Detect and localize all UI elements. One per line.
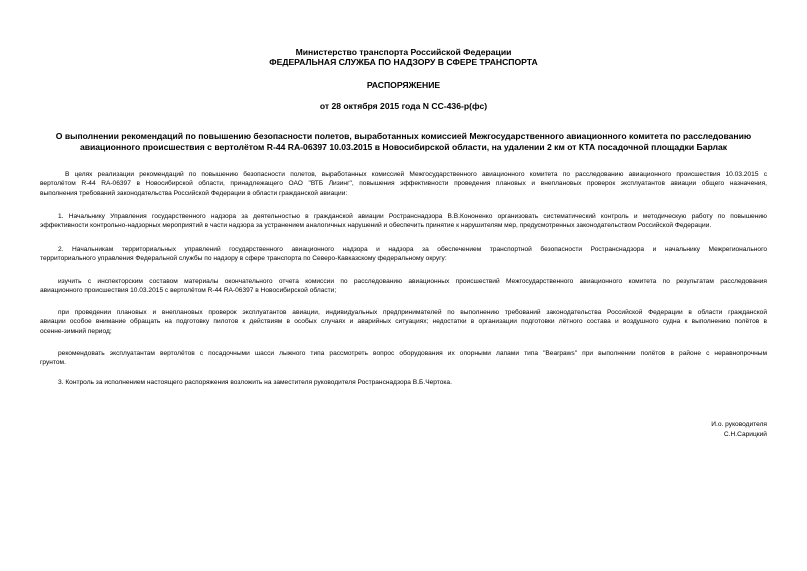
- paragraph-line: 3. Контроль за исполнением настоящего распоряжения возложить на заместителя руководителя Ространснадзора В.Б.Чертока.: [58, 379, 452, 386]
- item-3-paragraph: [40, 378, 767, 387]
- paragraph-line: 1. Начальнику Управления государственного надзора за деятельностью в гражданской авиации Ространснадзора В.В.Кононенко организовать систематический контроль и методическую работу по повышению: [58, 213, 767, 220]
- paragraph-line: эффективности контрольно-надзорных мероприятий в части надзора за устранением аналогичных нарушений и обеспечить принятие к нарушителям мер, предусмотренных законодательством Российской Федерации.: [40, 222, 712, 230]
- document-type: РАСПОРЯЖЕНИЕ: [366, 80, 441, 90]
- document-date-number: от 28 октября 2015 года N СС-436-р(фс): [319, 101, 488, 111]
- ministry-name: Министерство транспорта Российской Федерации: [295, 47, 512, 57]
- study-materials-paragraph: [40, 277, 767, 296]
- document-subject: [40, 131, 767, 153]
- paragraph-line: осенне-зимний период;: [40, 327, 112, 335]
- paragraph-line: при проведении плановых и внеплановых проверок эксплуатантов авиации, индивидуальных предпринимателей по выполнению требований законодательства Российской Федерации в области гражданской: [58, 309, 767, 316]
- subject-line: авиационного происшествия с вертолётом R-44 RA-06397 10.03.2015 в Новосибирской области, на удалении 2 км от КТА посадочной площадки Барлак: [79, 142, 728, 152]
- paragraph-line: вертолётом R-44 RA-06397 в Новосибирской области, принадлежащего ОАО "ВТБ Лизинг", повышения эффективности проведения плановых и внеплановых проверок эксплуатантов авиации общего назначения,: [40, 180, 767, 188]
- item-1-paragraph: [40, 212, 767, 231]
- paragraph-line: территориального управления Федеральной службы по надзору в сфере транспорта по Северо-Кавказскому федеральному округу:: [40, 255, 447, 263]
- paragraph-line: грунтом.: [40, 359, 66, 367]
- paragraph-line: авиационного происшествия 10.03.2015 с вертолётом R-44 RA-06397 в Новосибирской области;: [40, 287, 337, 295]
- preamble-paragraph: [40, 170, 767, 198]
- signature-block: [711, 420, 767, 440]
- subject-line: О выполнении рекомендаций по повышению безопасности полетов, выработанных комиссией Межгосударственного авиационного комитета по расследованию: [55, 131, 752, 141]
- signer-name: С.Н.Сарицкий: [723, 430, 767, 438]
- item-2-paragraph: [40, 245, 767, 264]
- service-name: ФЕДЕРАЛЬНАЯ СЛУЖБА ПО НАДЗОРУ В СФЕРЕ ТРАНСПОРТА: [269, 57, 538, 67]
- recommendation-paragraph: [40, 349, 767, 368]
- paragraph-line: рекомендовать эксплуатантам вертолётов с посадочными шасси лыжного типа рассмотреть вопрос оборудования их опорными лапами типа "Bearpaws" при выполнении полётов в районе с неравнопрочным: [58, 350, 767, 357]
- paragraph-line: авиации особое внимание обращать на подготовку пилотов к действиям в особых случаях и аварийных ситуациях; недостатки в организации подготовки лётного состава и воздушного судна к выполнению полётов в: [40, 318, 767, 326]
- paragraph-line: В целях реализации рекомендаций по повышению безопасности полетов, выработанных комиссией Межгосударственного авиационного комитета по расследованию авиационного происшествия 10.03.2015 с: [65, 171, 767, 178]
- signer-position: И.о. руководителя: [711, 421, 767, 428]
- paragraph-line: выполнения требований законодательства Российской Федерации в области гражданской авиации:: [40, 189, 348, 197]
- inspections-paragraph: [40, 308, 767, 336]
- paragraph-line: 2. Начальникам территориальных управлений государственного авиационного надзора и надзора за обеспечением транспортной безопасности Ространснадзора и начальнику Межрегионального: [58, 246, 767, 253]
- paragraph-line: изучить с инспекторским составом материалы окончательного отчета комиссии по расследованию авиационных происшествий Межгосударственного авиационного комитета по результатам расследования: [58, 278, 767, 285]
